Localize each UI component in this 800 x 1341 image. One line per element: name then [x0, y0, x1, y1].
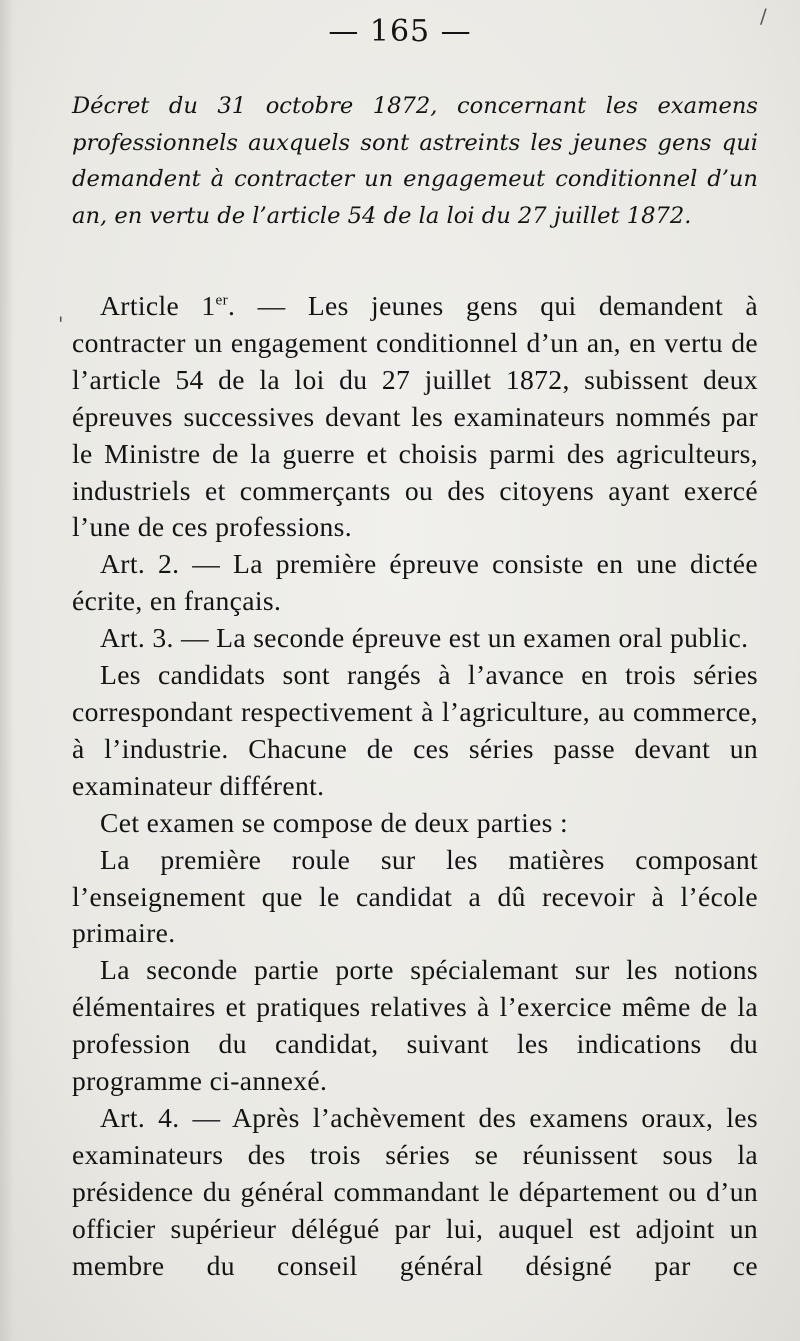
paragraph-second-part: La seconde partie porte spécialemant sur les notions élémentaires et pratiques relatives à l’exercice même de la profession du candidat, suivant les indications du programme ci-annexé. — [72, 954, 758, 1097]
page-edge-shadow — [0, 0, 14, 1341]
margin-mark-top-right: / — [760, 4, 767, 28]
article-1-text: . — Les jeunes gens qui demandent à contracter un engagement conditionnel d’un an, en vertu de l’article 54 de la loi du 27 juillet 1872, subissent deux épreuves successives devant les examinateurs nommés par le Ministre de la guerre et choisis parmi des agriculteurs, industriels et commerçants ou des citoyens ayant exercé l’une de ces professions. — [72, 290, 758, 543]
paragraph-first-part: La première roule sur les matières composant l’enseignement que le candidat a dû recevoir à l’école primaire. — [72, 843, 758, 949]
page-number: — 165 — — [328, 14, 472, 49]
article-1-label: Article 1 — [100, 290, 216, 321]
article-1 — [72, 288, 758, 546]
article-3: Art. 3. — La seconde épreuve est un examen oral public. — [100, 622, 749, 654]
paragraph-two-parts: Cet examen se compose de deux parties : — [100, 806, 569, 838]
article-2: Art. 2. — La première épreuve consiste en une dictée écrite, en français. — [72, 548, 758, 617]
article-4: Art. 4. — Après l’achèvement des examens oraux, les examinateurs des trois séries se réunissent sous la présidence du général commandant le département ou d’un officier supérieur délégué par lui, auquel est adjoint un membre du conseil général désigné par ce — [72, 1101, 758, 1281]
article-1-label-sup: er — [215, 291, 229, 309]
decree-title: Décret du 31 octobre 1872, concernant les examens professionnels auxquels sont astreints les jeunes gens qui demandent à contracter un engagemeut conditionnel d’un an, en vertu de l’article 54 de la loi du 27 juillet 1872. — [72, 93, 758, 229]
margin-mark-left: ' — [58, 312, 64, 336]
paragraph-series: Les candidats sont rangés à l’avance en trois séries correspondant respectivement à l’agriculture, au commerce, à l’industrie. Chacune de ces séries passe devant un examinateur différent. — [72, 659, 758, 801]
decree-body — [72, 288, 758, 1284]
